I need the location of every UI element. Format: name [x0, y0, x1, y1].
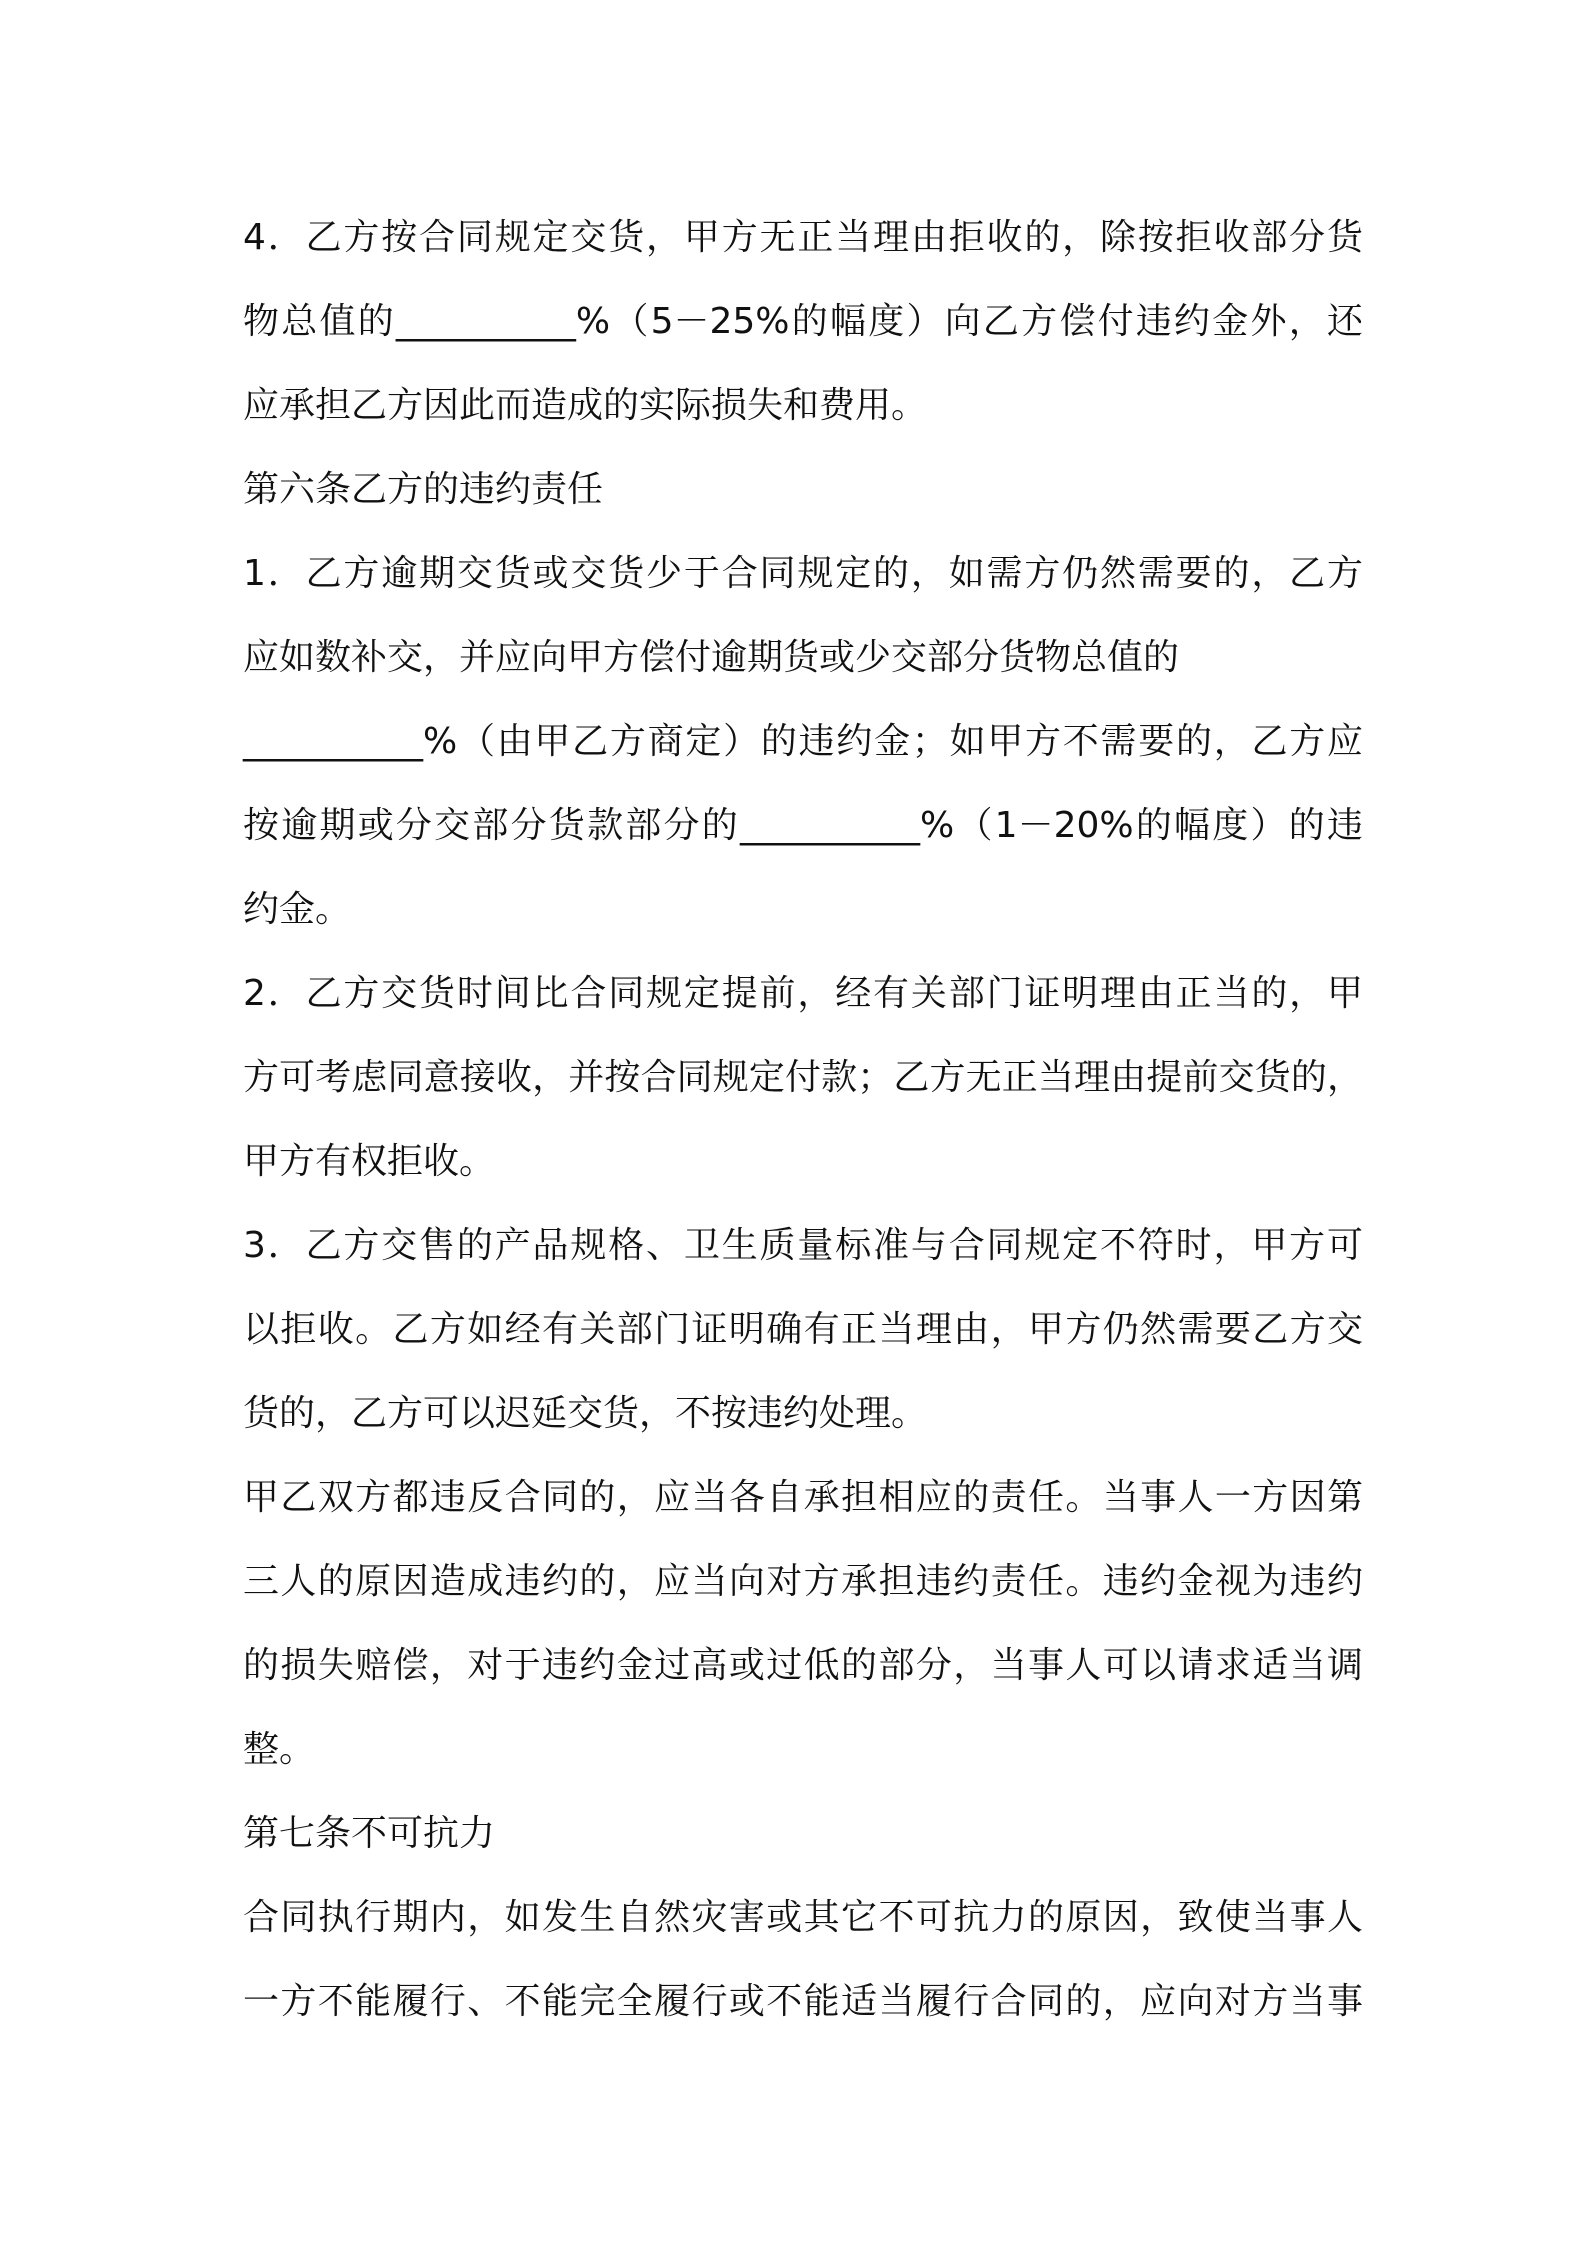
clause-1-line-1: 1．乙方逾期交货或交货少于合同规定的，如需方仍然需要的，乙方: [243, 553, 1363, 594]
document-body: [243, 196, 1363, 2044]
clause-3-line-1: 3．乙方交售的产品规格、卫生质量标准与合同规定不符时，甲方可: [243, 1225, 1363, 1266]
clause-2-line-1: 2．乙方交货时间比合同规定提前，经有关部门证明理由正当的，甲: [243, 973, 1363, 1014]
section-heading-article-7: 第七条不可抗力: [243, 1813, 496, 1854]
clause-1-line-2: 应如数补交，并应向甲方偿付逾期货或少交部分货物总值的: [243, 637, 1180, 678]
clause-2-line-2: 方可考虑同意接收，并按合同规定付款；乙方无正当理由提前交货的，: [243, 1057, 1363, 1098]
section-heading-article-6: 第六条乙方的违约责任: [243, 469, 604, 510]
mutual-breach-line-1: 甲乙双方都违反合同的，应当各自承担相应的责任。当事人一方因第: [243, 1477, 1363, 1518]
clause-1-line-4: 按逾期或分交部分货款部分的__________%（1－20%的幅度）的违: [243, 805, 1363, 846]
clause-1-line-3: __________%（由甲乙方商定）的违约金；如甲方不需要的，乙方应: [243, 721, 1363, 762]
clause-3-line-2: 以拒收。乙方如经有关部门证明确有正当理由，甲方仍然需要乙方交: [243, 1309, 1363, 1350]
paragraph-4-line-1: 4．乙方按合同规定交货，甲方无正当理由拒收的，除按拒收部分货: [243, 217, 1363, 258]
mutual-breach-line-4: 整。: [243, 1729, 316, 1770]
force-majeure-line-2: 一方不能履行、不能完全履行或不能适当履行合同的，应向对方当事: [243, 1981, 1363, 2022]
mutual-breach-line-3: 的损失赔偿，对于违约金过高或过低的部分，当事人可以请求适当调: [243, 1645, 1363, 1686]
clause-1-line-5: 约金。: [243, 889, 352, 930]
paragraph-4-line-2: 物总值的__________%（5－25%的幅度）向乙方偿付违约金外，还: [243, 301, 1363, 342]
force-majeure-line-1: 合同执行期内，如发生自然灾害或其它不可抗力的原因，致使当事人: [243, 1897, 1363, 1938]
clause-2-line-3: 甲方有权拒收。: [243, 1141, 496, 1182]
clause-3-line-3: 货的，乙方可以迟延交货，不按违约处理。: [243, 1393, 928, 1434]
mutual-breach-line-2: 三人的原因造成违约的，应当向对方承担违约责任。违约金视为违约: [243, 1561, 1363, 1602]
paragraph-4-line-3: 应承担乙方因此而造成的实际损失和费用。: [243, 385, 928, 426]
